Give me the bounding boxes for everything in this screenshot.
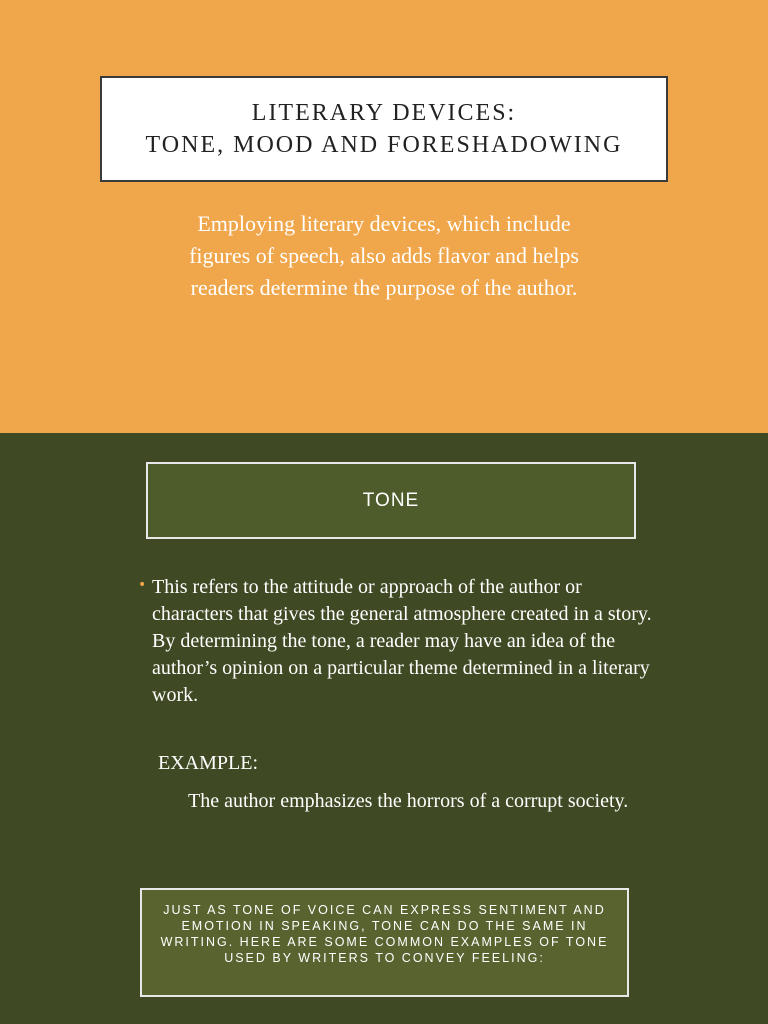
bullet-dot-icon: •: [138, 577, 147, 593]
example-label: EXAMPLE:: [158, 752, 258, 774]
title-line-1: LITERARY DEVICES:: [251, 100, 517, 126]
tone-heading: TONE: [362, 489, 420, 511]
tone-heading-box: [146, 462, 636, 539]
tone-note-box: [140, 888, 629, 997]
title-line-2: TONE, MOOD AND FORESHADOWING: [145, 132, 623, 158]
tone-definition-item: [138, 574, 658, 709]
example-text: The author emphasizes the horrors of a corrupt society.: [188, 790, 629, 812]
tone-definition: This refers to the attitude or approach of the author or characters that gives the general atmosphere created in a story. By determining the tone, a reader may have an idea of the author’s opinion on a particular theme determined in a literary work.: [152, 576, 652, 706]
intro-paragraph: Employing literary devices, which include figures of speech, also adds flavor and helps readers determine the purpose of the author.: [189, 211, 579, 300]
tone-note: JUST AS TONE OF VOICE CAN EXPRESS SENTIMENT AND EMOTION IN SPEAKING, TONE CAN DO THE SAME IN WRITING. HERE ARE SOME COMMON EXAMPLES OF TONE USED BY WRITERS TO CONVEY FEELING:: [160, 903, 609, 965]
title-box: [100, 76, 668, 182]
